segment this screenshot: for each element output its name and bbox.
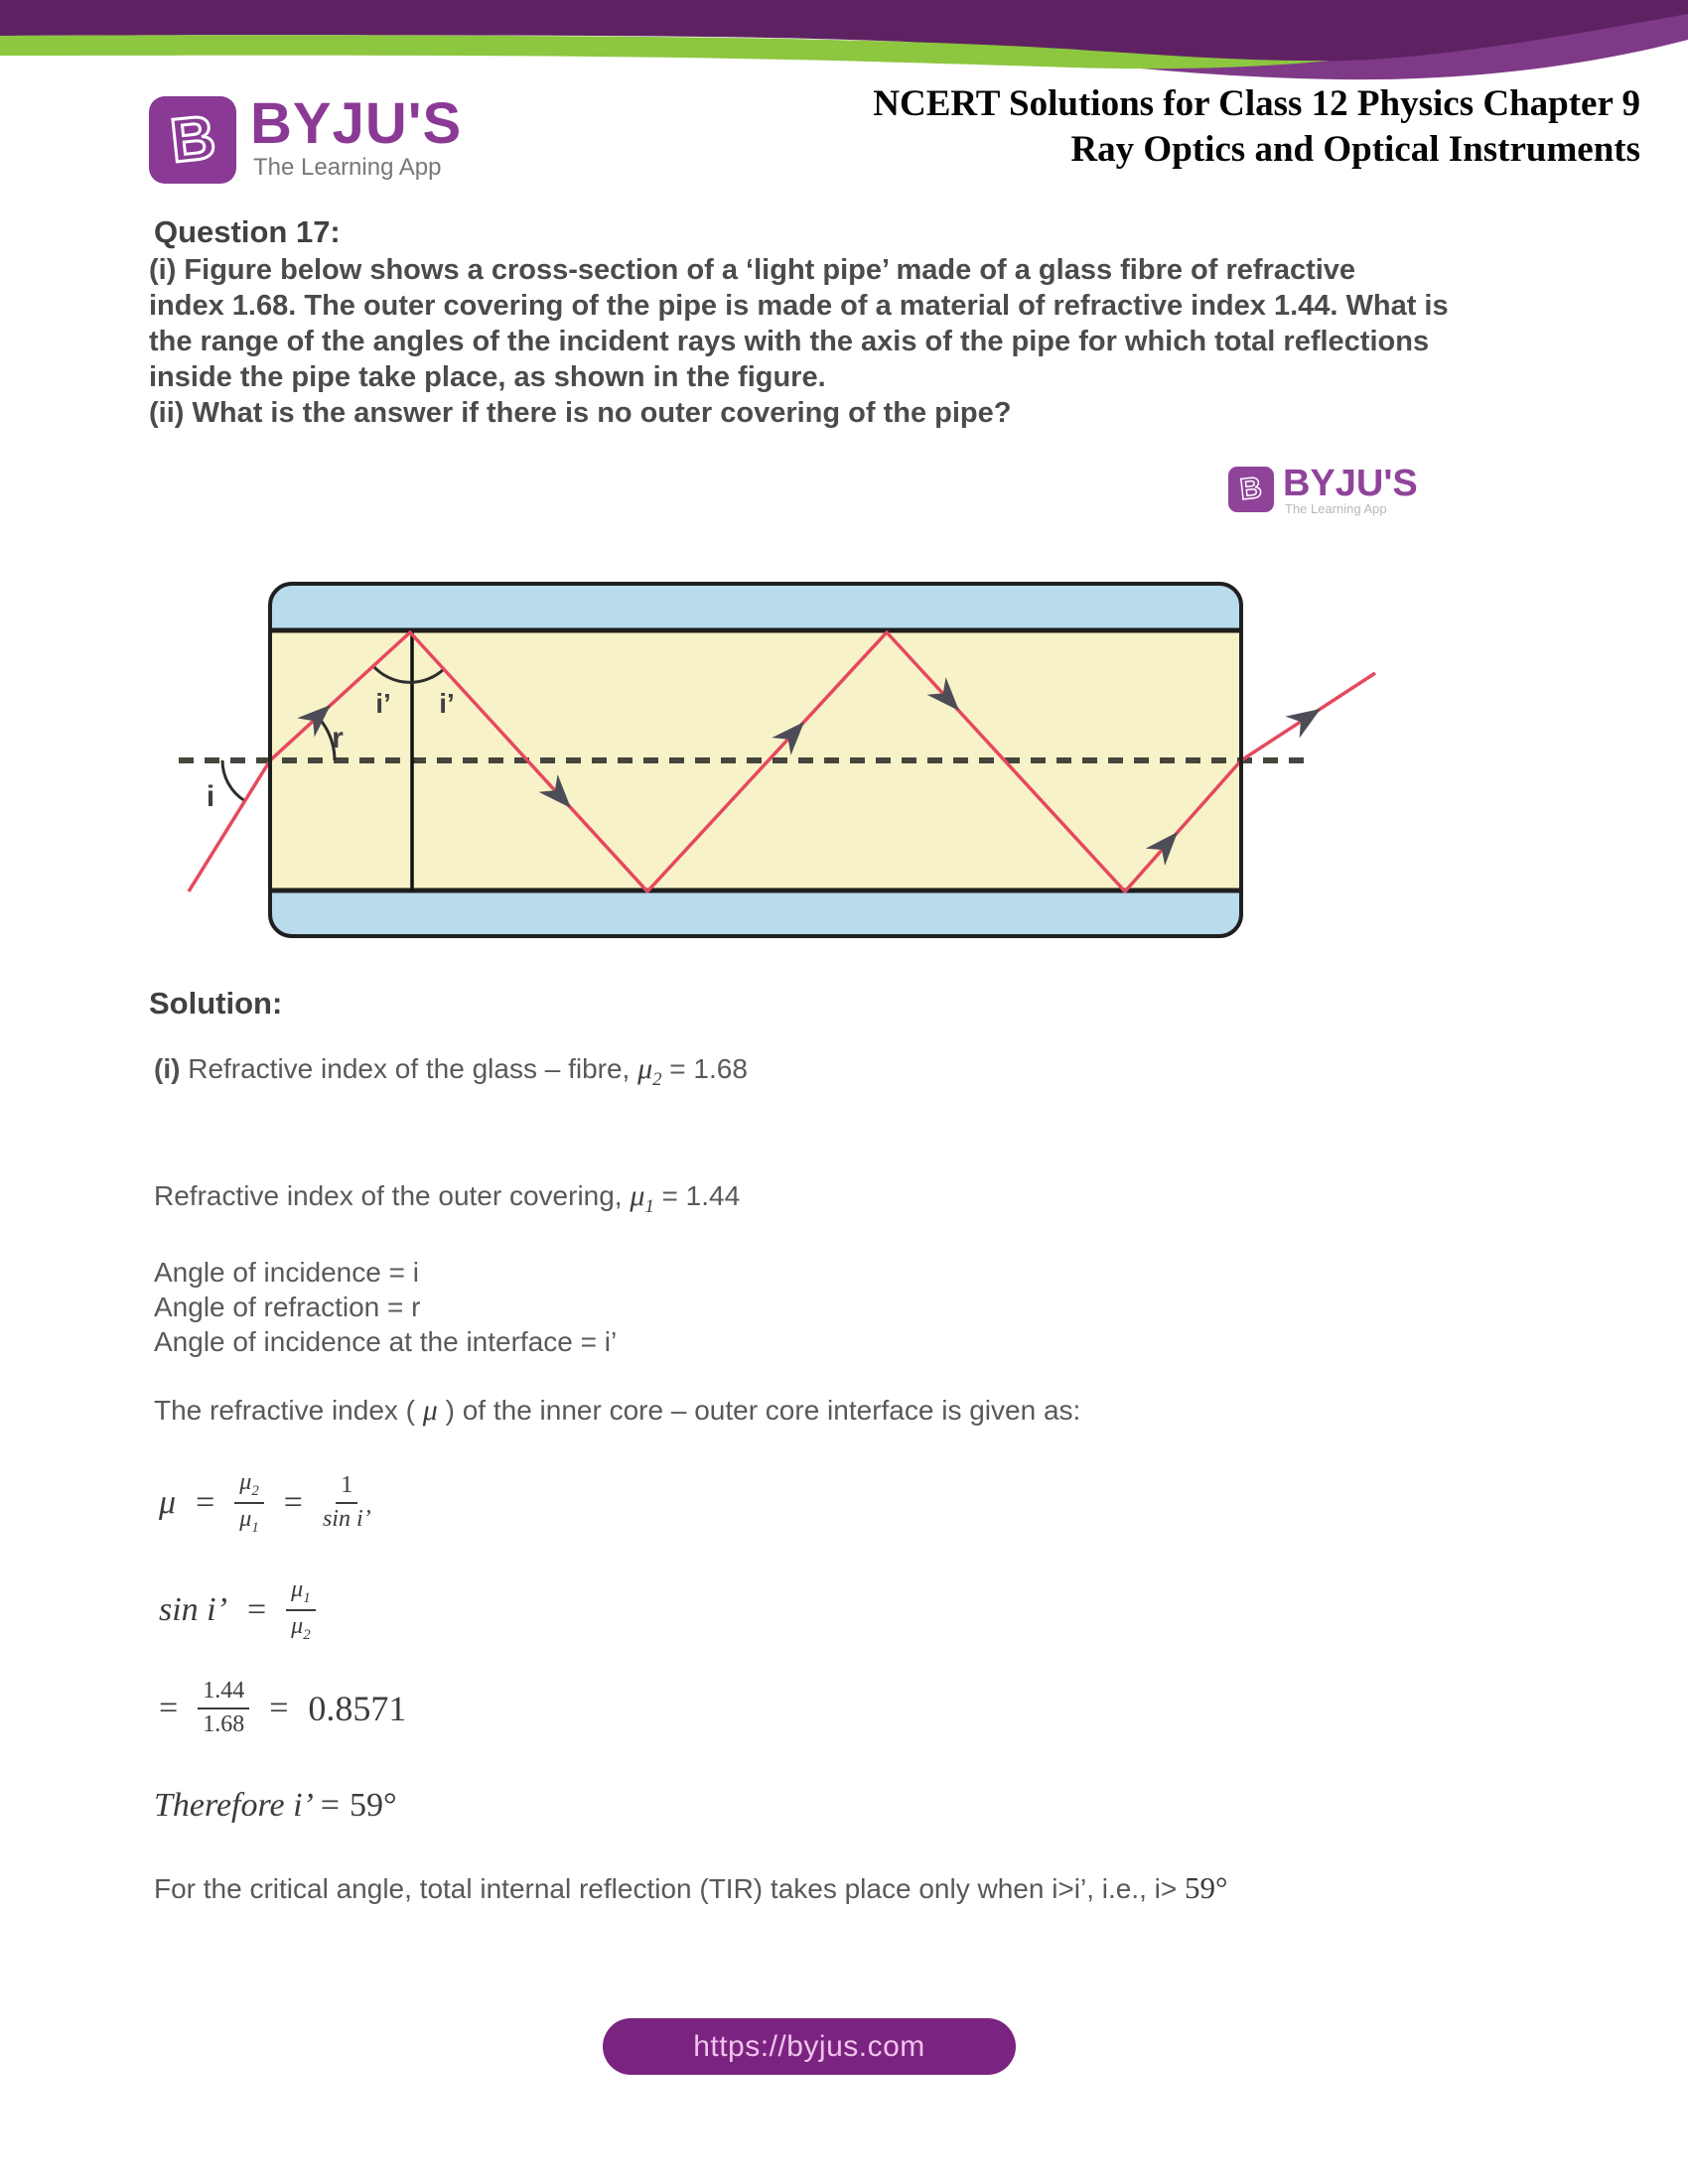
question-label: Question 17: [154, 214, 341, 249]
figure-label-i-prime-left: i’ [375, 688, 391, 719]
light-pipe-figure [119, 556, 1410, 1032]
byjus-watermark-tagline: The Learning App [1285, 501, 1387, 516]
mu1-symbol: $\mu_1$ [630, 1179, 654, 1217]
question-line: (ii) What is the answer if there is no outer covering of the pipe? [149, 397, 1012, 429]
solution-line-text: ) of the inner core – outer core interface is given as: [437, 1395, 1081, 1426]
therefore-text: Therefore i’ = [154, 1787, 351, 1824]
page-title-line1: NCERT Solutions for Class 12 Physics Chapter 9 [873, 83, 1640, 124]
page-title-line2: Ray Optics and Optical Instruments [1070, 129, 1640, 170]
equals-sign: = [283, 1483, 303, 1521]
fraction-144-168: $\frac{1.44}{1.68}$ [198, 1678, 249, 1738]
eq-sini-lhs: sin i’ [159, 1590, 227, 1628]
figure-label-i-prime-right: i’ [439, 688, 455, 719]
footer-url-text: https://byjus.com [693, 2029, 925, 2063]
solution-line-mu1 [154, 1179, 740, 1218]
equation-sini [159, 1576, 316, 1644]
solution-line-interface: Angle of incidence at the interface = i’ [154, 1326, 618, 1357]
equation-result [159, 1678, 406, 1738]
footer-link[interactable] [603, 2018, 1016, 2075]
equals-sign: = [246, 1590, 267, 1628]
question-text [149, 252, 1449, 431]
critical-angle-value: 59° [350, 1787, 397, 1824]
pipe-bottom-cladding [270, 889, 1241, 936]
figure-label-r: r [332, 722, 344, 754]
question-line: the range of the angles of the incident rays with the axis of the pipe for which total reflections [149, 326, 1430, 357]
byjus-watermark-icon [1228, 467, 1274, 512]
page-title [873, 81, 1640, 173]
solution-line-refraction: Angle of refraction = r [154, 1292, 421, 1322]
fraction-mu2-mu1: $\frac{\mu_2}{\mu_1}$ [234, 1469, 263, 1537]
tir-text: For the critical angle, total internal reflection (TIR) takes place only when i>i’, i.e., i> [154, 1873, 1186, 1904]
solution-line-text: Refractive index of the outer covering, [154, 1180, 631, 1211]
ray-arrowhead [1285, 698, 1328, 738]
byjus-tagline: The Learning App [253, 154, 442, 181]
equals-sign: = [159, 1689, 179, 1726]
angle-arc-i [222, 760, 245, 801]
therefore-line [154, 1787, 397, 1825]
byjus-logo-icon [149, 96, 236, 184]
byjus-watermark-b-glyph: B [1238, 471, 1264, 507]
byjus-watermark-wordmark: BYJU'S [1283, 463, 1418, 504]
question-line: index 1.68. The outer covering of the pipe is made of a material of refractive index 1.44. What is [149, 290, 1449, 322]
solution-line-text: Refractive index of the glass – fibre, [180, 1053, 638, 1084]
fraction-1-sini: $\frac{1}{\text{sin i’}}$ [322, 1472, 371, 1532]
equation-mu [159, 1469, 371, 1537]
byjus-wordmark: BYJU'S [250, 91, 463, 156]
solution-line-prefix: (i) [154, 1053, 181, 1084]
question-line: (i) Figure below shows a cross-section of a ‘light pipe’ made of a glass fibre of refractive [149, 254, 1356, 286]
question-line: inside the pipe take place, as shown in the figure. [149, 361, 826, 393]
mu1-value: = 1.44 [653, 1180, 741, 1211]
equals-sign: = [196, 1483, 215, 1521]
byjus-b-glyph: B [167, 102, 218, 177]
tir-angle-value: 59° [1185, 1870, 1228, 1905]
result-value: 0.8571 [308, 1688, 407, 1728]
mu-symbol: μ [422, 1394, 438, 1427]
solution-line-refractive-index [154, 1394, 1080, 1428]
equals-sign: = [269, 1689, 289, 1726]
pipe-top-cladding [270, 584, 1241, 630]
solution-line-incidence: Angle of incidence = i [154, 1257, 419, 1288]
mu2-symbol: $\mu_2$ [637, 1052, 662, 1090]
solution-line-text: The refractive index ( [154, 1395, 423, 1426]
solution-heading: Solution: [149, 986, 283, 1021]
figure-label-i: i [206, 780, 215, 813]
fraction-mu1-mu2: $\frac{\mu_1}{\mu_2}$ [286, 1576, 315, 1644]
tir-condition-line [154, 1870, 1227, 1906]
mu2-value: = 1.68 [661, 1053, 748, 1084]
eq-mu-lhs: μ [159, 1483, 177, 1521]
solution-line-mu2 [154, 1052, 748, 1091]
